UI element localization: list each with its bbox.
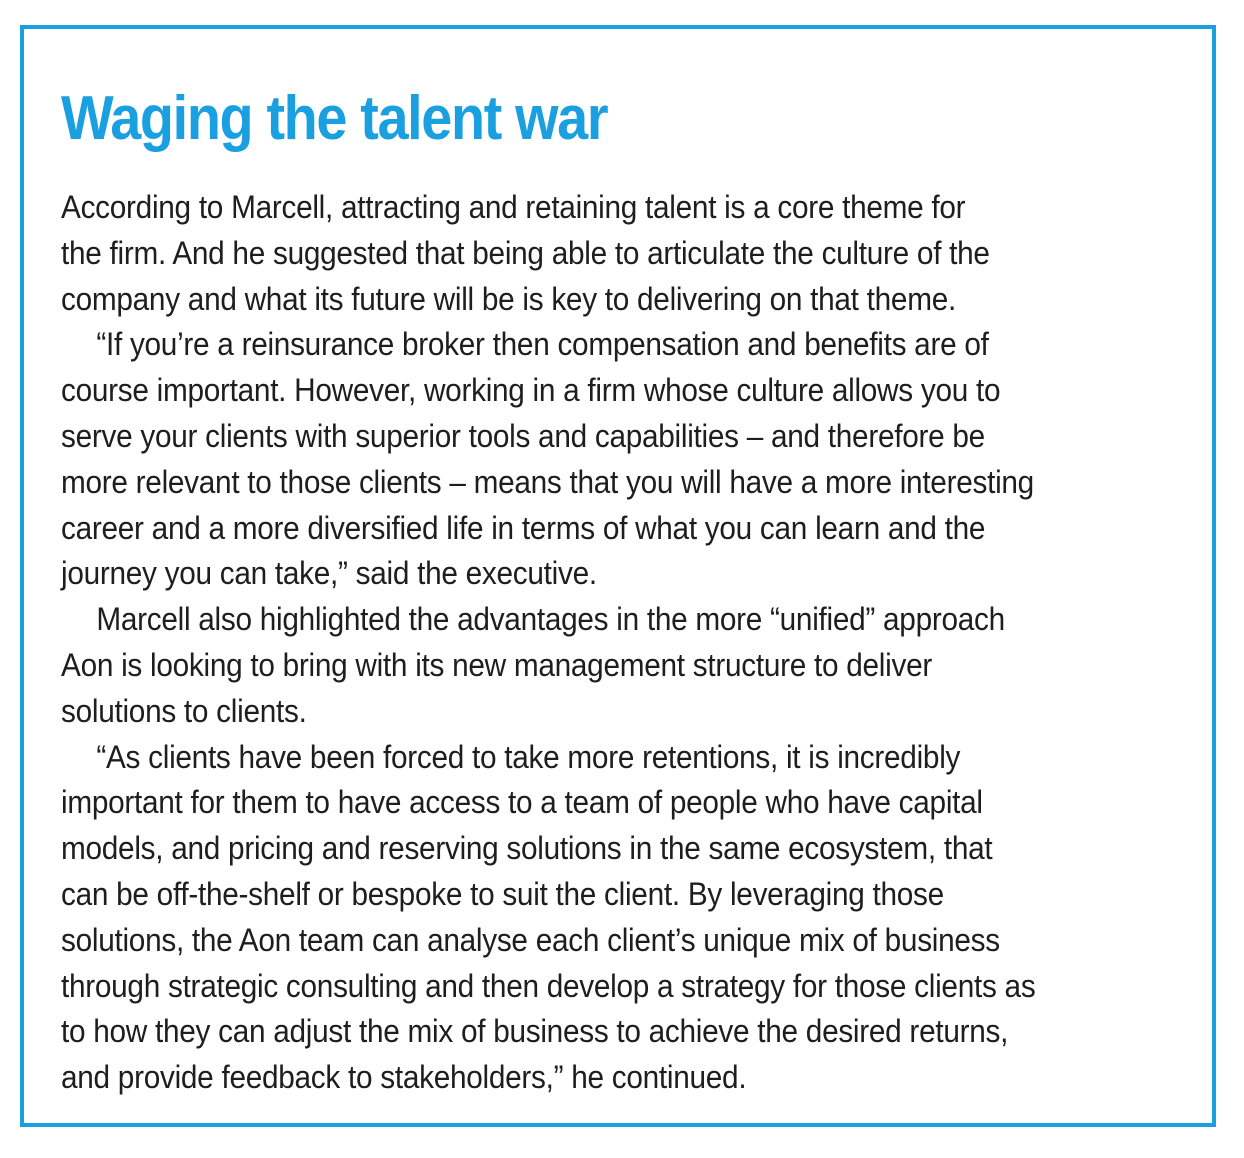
text-line: important for them to have access to a team of people who have capital [61, 784, 983, 821]
text-line: Marcell also highlighted the advantages in the more “unified” approach [96, 601, 1005, 638]
text-line: and provide feedback to stakeholders,” he continued. [61, 1059, 747, 1096]
text-line: Aon is looking to bring with its new management structure to deliver [61, 646, 932, 683]
paragraph-1 [61, 185, 1178, 322]
text-line: serve your clients with superior tools and capabilities – and therefore be [61, 417, 985, 454]
article-body [61, 185, 1178, 1101]
text-line: career and a more diversified life in terms of what you can learn and the [61, 509, 986, 546]
paragraph-2 [61, 322, 1178, 597]
text-line: through strategic consulting and then develop a strategy for those clients as [61, 967, 1036, 1004]
article-title: Waging the talent war [61, 84, 608, 153]
text-line: “If you’re a reinsurance broker then compensation and benefits are of [96, 326, 989, 363]
text-line: journey you can take,” said the executive. [61, 555, 597, 592]
text-line: solutions to clients. [61, 692, 307, 729]
paragraph-3 [61, 597, 1178, 734]
text-line: According to Marcell, attracting and retaining talent is a core theme for [61, 189, 966, 225]
text-line: can be off-the-shelf or bespoke to suit the client. By leveraging those [61, 875, 944, 912]
paragraph-4 [61, 735, 1178, 1101]
text-line: models, and pricing and reserving solutions in the same ecosystem, that [61, 830, 993, 867]
text-line: to how they can adjust the mix of business to achieve the desired returns, [61, 1013, 1009, 1050]
sidebar-box [20, 25, 1216, 1127]
text-line: “As clients have been forced to take more retentions, it is incredibly [96, 738, 961, 775]
text-line: the firm. And he suggested that being able to articulate the culture of the [61, 234, 990, 271]
text-line: course important. However, working in a firm whose culture allows you to [61, 372, 1001, 409]
text-line: solutions, the Aon team can analyse each client’s unique mix of business [61, 921, 1000, 958]
text-line: company and what its future will be is key to delivering on that theme. [61, 280, 956, 317]
text-line: more relevant to those clients – means that you will have a more interesting [61, 463, 1034, 500]
